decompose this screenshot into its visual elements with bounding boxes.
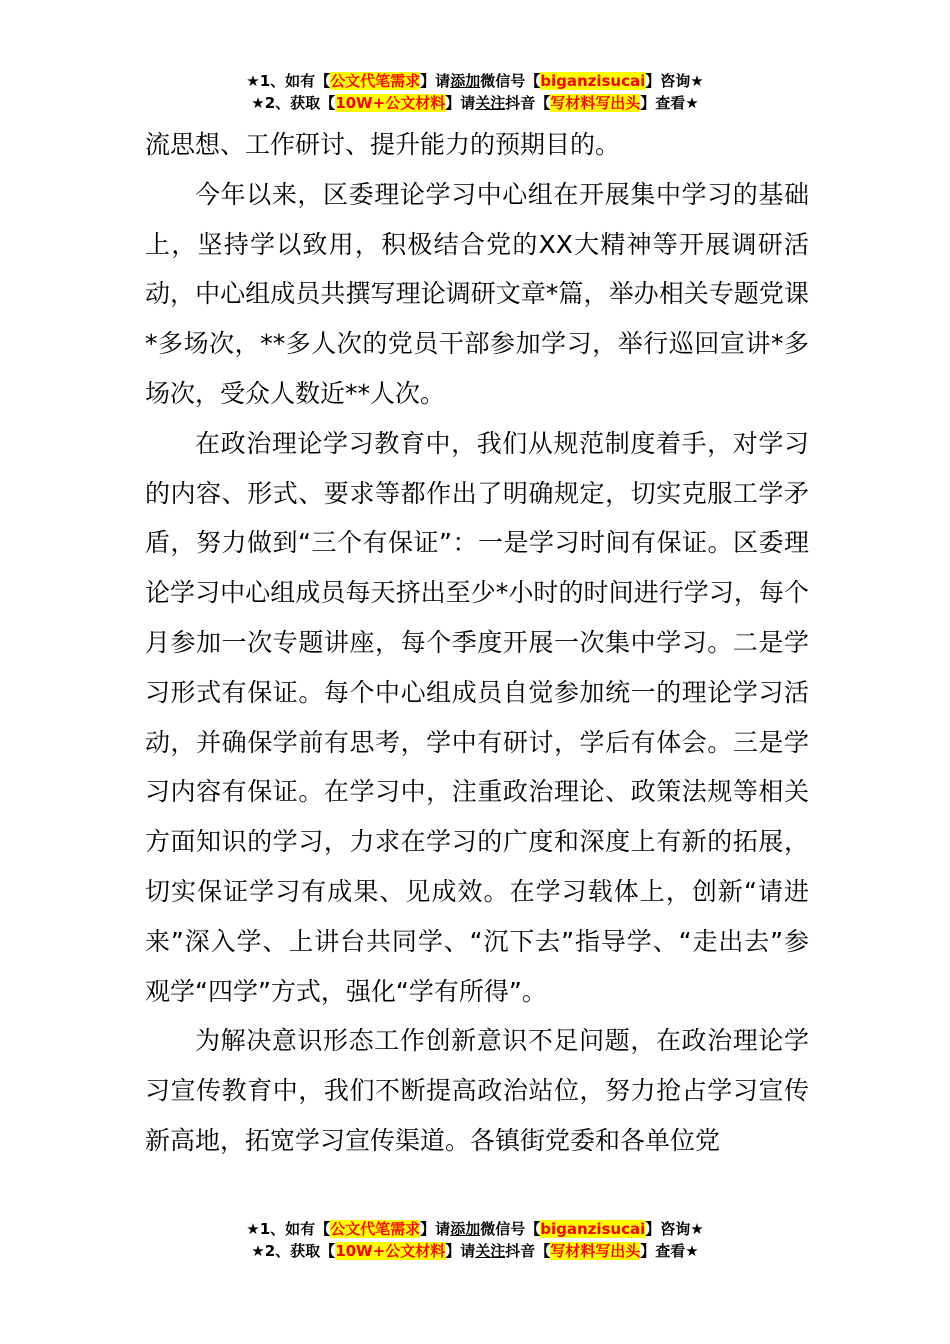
banner-text: 】咨询★ — [645, 1220, 704, 1238]
header-banner — [0, 70, 950, 114]
banner-line-2 — [0, 1240, 950, 1262]
banner-text: ★2、获取【 — [251, 1242, 336, 1260]
banner-text: 】请 — [420, 1220, 451, 1238]
banner-text: ★2、获取【 — [251, 94, 336, 112]
banner-text: 抖音【 — [505, 94, 551, 112]
banner-highlight: 10W+公文材料 — [335, 1242, 446, 1260]
banner-text: 】查看★ — [640, 1242, 699, 1260]
banner-highlight: 写材料写出头 — [550, 94, 641, 112]
banner-highlight: 公文代笔需求 — [330, 1220, 421, 1238]
banner-highlight: biganzisucai — [540, 72, 646, 90]
banner-highlight: 写材料写出头 — [550, 1242, 641, 1260]
banner-underline: 添加 — [450, 1220, 481, 1238]
banner-highlight: 公文代笔需求 — [330, 72, 421, 90]
banner-text: 】请 — [445, 94, 476, 112]
banner-highlight: 10W+公文材料 — [335, 94, 446, 112]
paragraph-1: 流思想、工作研讨、提升能力的预期目的。 — [145, 130, 621, 159]
banner-line-1 — [0, 1218, 950, 1240]
paragraph-2: 今年以来，区委理论学习中心组在开展集中学习的基础上，坚持学以致用，积极结合党的XX大精神等开展调研活动，中心组成员共撰写理论调研文章*篇，举办相关专题党课*多场次，**多人次的党员干部参加学习，举行巡回宣讲*多场次，受众人数近**人次。 — [145, 179, 809, 408]
banner-text: 】请 — [420, 72, 451, 90]
banner-text: 微信号【 — [480, 72, 541, 90]
banner-underline: 添加 — [450, 72, 481, 90]
banner-text: ★1、如有【 — [246, 1220, 331, 1238]
banner-underline: 关注 — [475, 94, 506, 112]
banner-text: 】咨询★ — [645, 72, 704, 90]
banner-line-2 — [0, 92, 950, 114]
banner-underline: 关注 — [475, 1242, 506, 1260]
banner-text: 抖音【 — [505, 1242, 551, 1260]
paragraph-3: 在政治理论学习教育中，我们从规范制度着手，对学习的内容、形式、要求等都作出了明确规定，切实克服工学矛盾，努力做到“三个有保证”：一是学习时间有保证。区委理论学习中心组成员每天挤出至少*小时的时间进行学习，每个月参加一次专题讲座，每个季度开展一次集中学习。二是学习形式有保证。每个中心组成员自觉参加统一的理论学习活动，并确保学前有思考，学中有研讨，学后有体会。三是学习内容有保证。在学习中，注重政治理论、政策法规等相关方面知识的学习，力求在学习的广度和深度上有新的拓展，切实保证学习有成果、见成效。在学习载体上，创新“请进来”深入学、上讲台共同学、“沉下去”指导学、“走出去”参观学“四学”方式，强化“学有所得”。 — [145, 428, 809, 1006]
banner-text: ★1、如有【 — [246, 72, 331, 90]
footer-banner — [0, 1218, 950, 1262]
banner-text: 】请 — [445, 1242, 476, 1260]
banner-highlight: biganzisucai — [540, 1220, 646, 1238]
paragraph-4: 为解决意识形态工作创新意识不足问题，在政治理论学习宣传教育中，我们不断提高政治站位，努力抢占学习宣传新高地，拓宽学习宣传渠道。各镇街党委和各单位党 — [145, 1026, 809, 1155]
document-body — [145, 120, 809, 1166]
banner-text: 】查看★ — [640, 94, 699, 112]
banner-line-1 — [0, 70, 950, 92]
banner-text: 微信号【 — [480, 1220, 541, 1238]
